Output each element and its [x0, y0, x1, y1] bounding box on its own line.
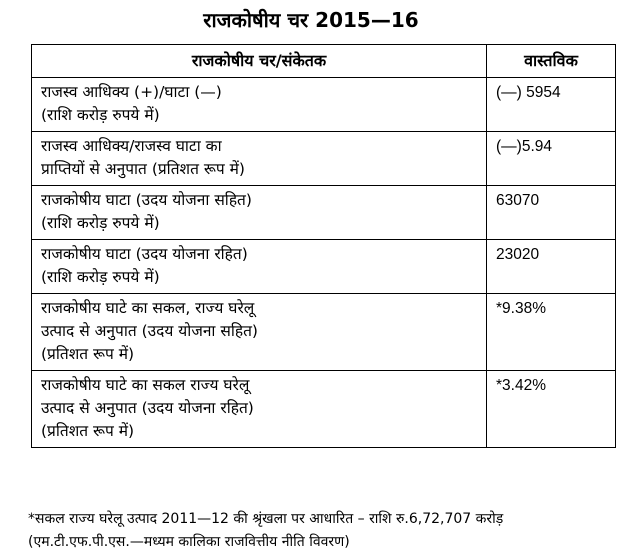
- table-row: [32, 371, 616, 448]
- row-label: [32, 294, 487, 371]
- row-label-line: (राशि करोड़ रुपये में): [41, 268, 160, 286]
- table-row: [32, 240, 616, 294]
- footnote: [28, 508, 618, 554]
- row-label-line: उत्पाद से अनुपात (उदय योजना सहित): [41, 322, 258, 340]
- fiscal-variables-table: [31, 44, 616, 448]
- footnote-line: *सकल राज्य घरेलू उत्पाद 2011—12 की श्रृंखला पर आधारित – राशि रु.6,72,707 करोड़: [28, 511, 504, 527]
- row-label-line: उत्पाद से अनुपात (उदय योजना रहित): [41, 399, 254, 417]
- row-label-line: राजस्व आधिक्य/राजस्व घाटा का: [41, 137, 222, 155]
- row-value: 63070: [487, 186, 616, 240]
- row-label-line: राजकोषीय घाटे का सकल राज्य घरेलू: [41, 376, 250, 394]
- row-label-line: (प्रतिशत रूप में): [41, 345, 135, 363]
- column-header-variable: राजकोषीय चर/संकेतक: [32, 45, 487, 78]
- row-label: [32, 186, 487, 240]
- row-label-line: (प्रतिशत रूप में): [41, 422, 135, 440]
- row-label: [32, 371, 487, 448]
- row-label: [32, 78, 487, 132]
- page-title: राजकोषीय चर 2015—16: [203, 8, 419, 32]
- row-label-line: राजकोषीय घाटा (उदय योजना सहित): [41, 191, 252, 209]
- table-row: [32, 132, 616, 186]
- row-value: *9.38%: [487, 294, 616, 371]
- row-label-line: राजस्व आधिक्य (+)/घाटा (—): [41, 83, 222, 101]
- table-row: [32, 294, 616, 371]
- footnote-line: (एम.टी.एफ.पी.एस.—मध्यम कालिका राजवित्तीय नीति विवरण): [28, 534, 350, 550]
- column-header-actual: वास्तविक: [487, 45, 616, 78]
- row-value: *3.42%: [487, 371, 616, 448]
- row-label-line: राजकोषीय घाटे का सकल, राज्य घरेलू: [41, 299, 255, 317]
- table-header-row: [32, 45, 616, 78]
- table-row: [32, 78, 616, 132]
- row-label-line: (राशि करोड़ रुपये में): [41, 106, 160, 124]
- row-label-line: राजकोषीय घाटा (उदय योजना रहित): [41, 245, 248, 263]
- row-value: (—)5.94: [487, 132, 616, 186]
- row-value: (—) 5954: [487, 78, 616, 132]
- row-label-line: (राशि करोड़ रुपये में): [41, 214, 160, 232]
- row-value: 23020: [487, 240, 616, 294]
- row-label: [32, 240, 487, 294]
- table-row: [32, 186, 616, 240]
- row-label: [32, 132, 487, 186]
- row-label-line: प्राप्तियों से अनुपात (प्रतिशत रूप में): [41, 160, 245, 178]
